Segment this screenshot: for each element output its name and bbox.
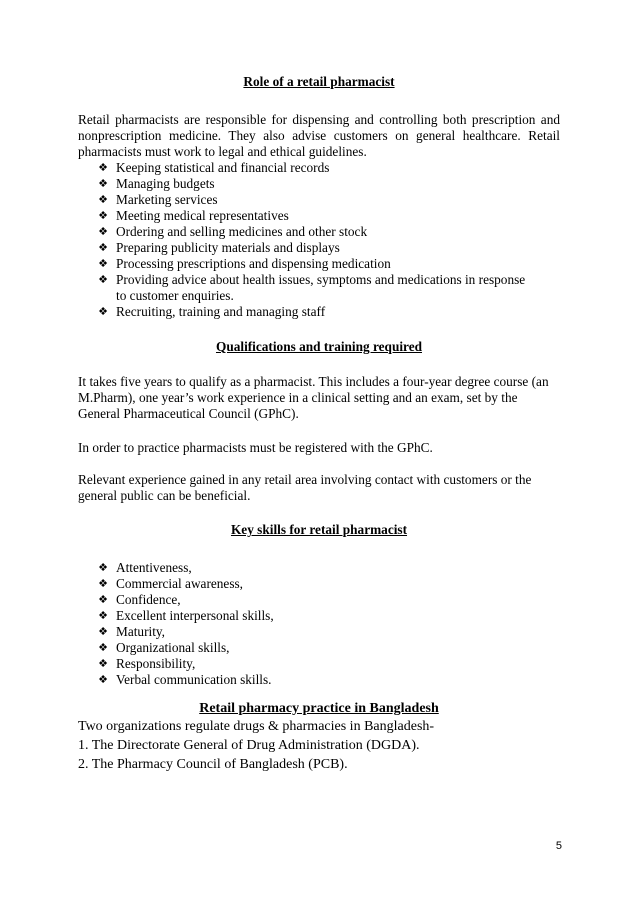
list-item (78, 592, 560, 608)
list-item-text: Meeting medical representatives (116, 208, 289, 223)
diamond-bullet-icon: ❖ (98, 241, 108, 254)
list-item (78, 176, 560, 192)
bangladesh-dgda-line: 1. The Directorate General of Drug Administration (DGDA). (78, 738, 420, 753)
list-item (78, 224, 560, 240)
list-item (78, 208, 560, 224)
diamond-bullet-icon: ❖ (98, 625, 108, 638)
experience-paragraph: Relevant experience gained in any retail area involving contact with customers or the general public can be beneficial. (78, 472, 532, 503)
section-title-qualifications: Qualifications and training required (215, 339, 422, 354)
list-item-text: Recruiting, training and managing staff (116, 304, 326, 319)
list-item (78, 640, 560, 656)
list-item (78, 608, 560, 624)
list-item-text: Excellent interpersonal skills, (116, 608, 274, 623)
diamond-bullet-icon: ❖ (98, 273, 108, 286)
list-item-text: Verbal communication skills. (116, 672, 272, 687)
diamond-bullet-icon: ❖ (98, 673, 108, 686)
diamond-bullet-icon: ❖ (98, 177, 108, 190)
list-item-text: Confidence, (116, 592, 181, 607)
list-item (78, 272, 560, 304)
diamond-bullet-icon: ❖ (98, 209, 108, 222)
list-item-text: Marketing services (116, 192, 218, 207)
list-item (78, 560, 560, 576)
list-item (78, 304, 560, 320)
key-skills-list (78, 560, 560, 688)
registration-paragraph: In order to practice pharmacists must be registered with the GPhC. (78, 440, 433, 455)
list-item-text: Preparing publicity materials and displays (116, 240, 340, 255)
diamond-bullet-icon: ❖ (98, 609, 108, 622)
diamond-bullet-icon: ❖ (98, 657, 108, 670)
list-item (78, 656, 560, 672)
list-item-text: Ordering and selling medicines and other stock (116, 224, 368, 239)
diamond-bullet-icon: ❖ (98, 257, 108, 270)
section-title-role: Role of a retail pharmacist (243, 74, 395, 89)
list-item (78, 624, 560, 640)
role-duties-list (78, 160, 560, 320)
list-item (78, 256, 560, 272)
section-title-key-skills: Key skills for retail pharmacist (230, 522, 408, 537)
diamond-bullet-icon: ❖ (98, 305, 108, 318)
list-item (78, 576, 560, 592)
diamond-bullet-icon: ❖ (98, 641, 108, 654)
list-item-text: Attentiveness, (116, 560, 192, 575)
list-item (78, 160, 560, 176)
list-item-text: Providing advice about health issues, symptoms and medications in response to customer enquiries. (116, 272, 526, 303)
diamond-bullet-icon: ❖ (98, 561, 108, 574)
role-intro-paragraph: Retail pharmacists are responsible for dispensing and controlling both prescription and nonprescription medicine. They also advise customers on general healthcare. Retail pharmacists must work to legal and ethical guidelines. (78, 112, 560, 159)
list-item-text: Organizational skills, (116, 640, 230, 655)
list-item (78, 240, 560, 256)
list-item-text: Maturity, (116, 624, 165, 639)
bangladesh-pcb-line: 2. The Pharmacy Council of Bangladesh (PCB). (78, 757, 348, 772)
diamond-bullet-icon: ❖ (98, 193, 108, 206)
diamond-bullet-icon: ❖ (98, 593, 108, 606)
diamond-bullet-icon: ❖ (98, 577, 108, 590)
section-title-bangladesh: Retail pharmacy practice in Bangladesh (199, 701, 439, 716)
list-item (78, 672, 560, 688)
page-number: 5 (555, 840, 562, 852)
list-item (78, 192, 560, 208)
diamond-bullet-icon: ❖ (98, 161, 108, 174)
qualifications-paragraph: It takes five years to qualify as a pharmacist. This includes a four-year degree course (an M.Pharm), one year’s work experience in a clinical setting and an exam, set by the General Pharmaceutical Council (GPhC). (78, 374, 549, 421)
list-item-text: Processing prescriptions and dispensing medication (116, 256, 391, 271)
list-item-text: Commercial awareness, (116, 576, 244, 591)
list-item-text: Keeping statistical and financial records (116, 160, 330, 175)
bangladesh-intro-line: Two organizations regulate drugs & pharmacies in Bangladesh- (78, 719, 435, 734)
list-item-text: Managing budgets (116, 176, 215, 191)
diamond-bullet-icon: ❖ (98, 225, 108, 238)
list-item-text: Responsibility, (116, 656, 196, 671)
